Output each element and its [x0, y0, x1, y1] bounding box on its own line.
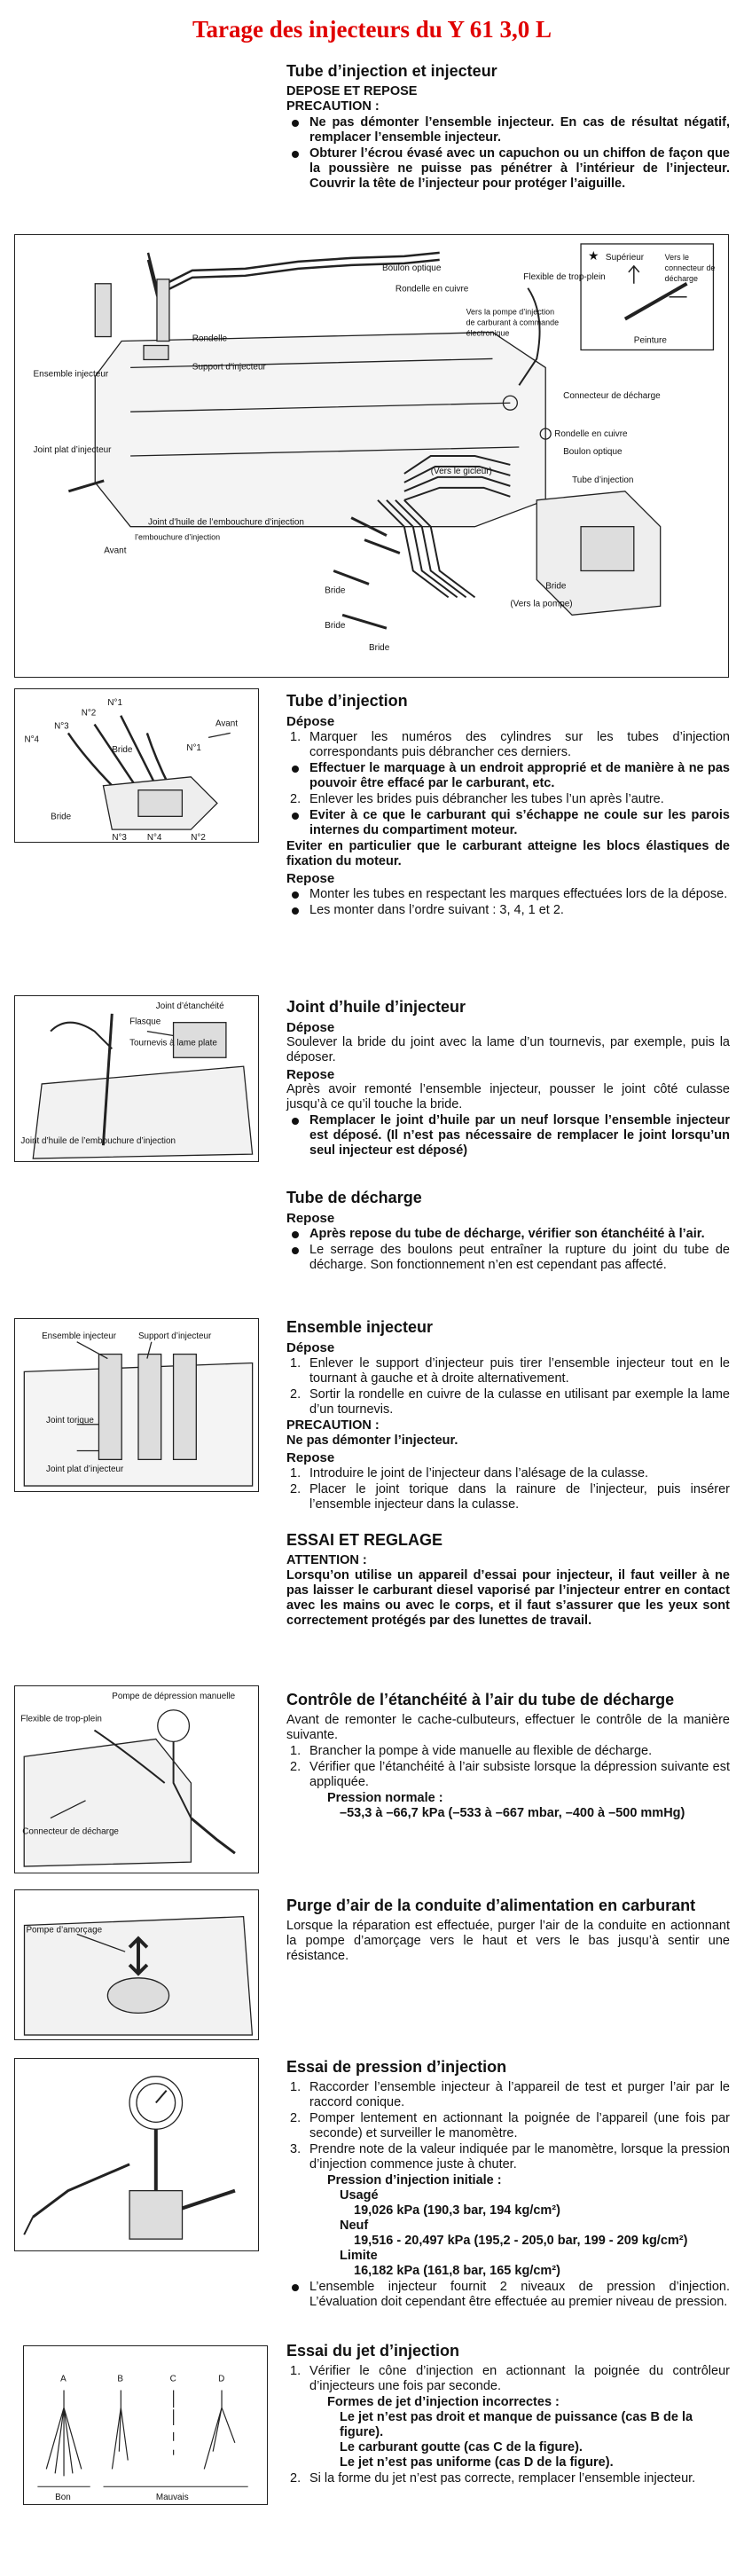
fig-label: Ensemble injecteur [33, 369, 109, 380]
svg-text:Joint d’huile de l’embouchure: Joint d’huile de l’embouchure d’injection [20, 1136, 176, 1147]
fig-label: Rondelle [192, 334, 228, 344]
list-item: 2. Sortir la rondelle en cuivre de la culasse en utilisant par exemple la lame d’un tournevis. [290, 1387, 730, 1417]
svg-text:Pompe d’amorçage: Pompe d’amorçage [26, 1925, 103, 1936]
pressure-value: 19,026 kPa (190,3 bar, 194 kg/cm²) [354, 2203, 560, 2218]
fig-label: Bride [369, 643, 390, 654]
bold-note: Eviter en particulier que le carburant atteigne les blocs élastiques de fixation du moteur. [286, 839, 730, 868]
fig-label: Rondelle en cuivre [554, 429, 628, 440]
attention-label: ATTENTION : [286, 1553, 367, 1567]
list-item: Eviter à ce que le carburant qui s’échappe ne coule sur les parois internes du compartiment moteur. [286, 808, 730, 838]
section-title: Essai du jet d’injection [286, 2342, 460, 2360]
pressure-value: 16,182 kPa (161,8 bar, 165 kg/cm²) [354, 2264, 560, 2278]
fig-label: Boulon optique [381, 263, 442, 273]
list-item: Le serrage des boulons peut entraîner la rupture du joint du tube de décharge. Son fonctionnement n’en est cependant pas affecté. [286, 1243, 730, 1273]
fig-label: Bride [325, 621, 346, 632]
svg-text:D: D [218, 2374, 225, 2384]
figure-injector-tester [14, 2058, 259, 2251]
list-item: Remplacer le joint d’huile par un neuf lorsque l’ensemble injecteur est déposé. (Il n’est pas nécessaire de remplacer le joint lorsqu’un seul injecteur est déposé) [286, 1113, 730, 1158]
fig-label: Joint plat d’injecteur [33, 445, 112, 456]
section-spill-tube [286, 1189, 730, 1274]
list-item: Après repose du tube de décharge, vérifier son étanchéité à l’air. [286, 1227, 730, 1242]
svg-text:Avant: Avant [215, 719, 239, 729]
svg-text:N°2: N°2 [81, 708, 97, 719]
svg-text:Joint torique: Joint torique [46, 1415, 94, 1425]
list-item: 3. Prendre note de la valeur indiquée par le manomètre, lorsque la pression d’injection commence juste à chuter. [290, 2142, 730, 2172]
list-item: Le jet n’est pas droit et manque de puissance (cas B de la figure). [340, 2410, 693, 2439]
precaution-label: PRECAUTION : [286, 99, 380, 114]
list-item: 2. Si la forme du jet n’est pas correcte, remplacer l’ensemble injecteur. [290, 2471, 696, 2486]
section-injection-pressure-test: Essai de pression d’injection 1. Raccorder l’ensemble injecteur à l’appareil de test et purger l’air par le raccord conique. 2. Pomper lentement en actionnant la poignée de l’appareil (une fois par seconde) et surveiller le manomètre. 3. Prendre note de la valeur indiquée par le manomètre, lorsque la pression d’injection commence juste à chuter. Pression d’injection initiale : Usagé 19,026 kPa (190,3 bar, 194 kg/cm²) Neuf 19,516 - 20,497 kPa (195,2 - 205,0 bar, 199 - 209 kg/cm²) Limite 16,182 kPa (161,8 bar, 165 kg/cm²) L’ensemble injecteur fournit 2 niveaux de pression d’injection. L’évaluation doit cependant être effectuée au premier niveau de pression. [286, 2058, 730, 2309]
fig-label: Support d’injecteur [192, 362, 266, 373]
figure-vacuum-pump-test [14, 1685, 259, 1873]
section-injector-assembly: Ensemble injecteur Dépose 1. Enlever le support d’injecteur puis tirer l’ensemble injecteur tout en le tournant à gauche et à droite alternativement. 2. Sortir la rondelle en cuivre de la culasse en utilisant par exemple la lame d’un tournevis. PRECAUTION : Ne pas démonter l’injecteur. Repose 1. Introduire le joint de l’injecteur dans l’alésage de la culasse. 2. Placer le joint torique dans la rainure de l’injecteur, puis insérer l’ensemble injecteur dans la culasse. [286, 1318, 730, 1512]
svg-text:Joint plat d’injecteur: Joint plat d’injecteur [46, 1465, 124, 1475]
list-item: Monter les tubes en respectant les marques effectuées lors de la dépose. [286, 887, 730, 902]
svg-text:Pompe de dépression manuelle: Pompe de dépression manuelle [112, 1691, 236, 1701]
section-injection-tube [286, 692, 730, 919]
section-spray-pattern-test: Essai du jet d’injection 1. Vérifier le cône d’injection en actionnant la poignée du contrôleur d’injecteurs une fois par seconde. Formes de jet d’injection incorrectes : Le jet n’est pas droit et manque de puissance (cas B de la figure). Le carburant goutte (cas C de la figure). Le jet n’est pas uniforme (cas D de la figure). 2. Si la forme du jet n’est pas correcte, remplacer l’ensemble injecteur. [286, 2342, 730, 2486]
section-title: Contrôle de l’étanchéité à l’air du tube de décharge [286, 1691, 675, 1708]
fig-label: Vers le [664, 252, 690, 262]
list-item: 1. Marquer les numéros des cylindres sur les tubes d’injection correspondants puis débrancher ces derniers. [290, 730, 730, 759]
list-item: 1. Introduire le joint de l’injecteur dans l’alésage de la culasse. [290, 1466, 649, 1480]
list-item: Obturer l’écrou évasé avec un capuchon ou un chiffon de façon que la poussière ne puisse pas pénétrer à l’intérieur de l’injecteur. Couvrir la tête de l’injecteur pour protéger l’aiguille. [286, 146, 730, 192]
fig-label: Flexible de trop-plein [523, 271, 606, 282]
list-item: L’ensemble injecteur fournit 2 niveaux de pression d’injection. L’évaluation doit cependant être effectuée au premier niveau de pression. [286, 2280, 730, 2310]
list-item: 1. Enlever le support d’injecteur puis tirer l’ensemble injecteur tout en le tournant à gauche et à droite alternativement. [290, 1356, 730, 1386]
fig-label: Bride [325, 585, 346, 596]
fig-label: Vers la pompe d’injection [466, 307, 555, 317]
section-air-bleeding: Purge d’air de la conduite d’alimentation en carburant Lorsque la réparation est effectuée, purger l’air de la conduite en actionnant la pompe d’amorçage vers le haut et vers le bas jusqu’à sentir une résistance. [286, 1897, 730, 1963]
svg-text:N°1: N°1 [186, 743, 201, 754]
fig-label: Bride [545, 581, 567, 592]
good-label: Bon [55, 2493, 71, 2503]
svg-text:Joint d’étanchéité: Joint d’étanchéité [155, 1001, 224, 1011]
svg-text:A: A [60, 2374, 67, 2384]
section-title: Ensemble injecteur [286, 1318, 434, 1336]
list-item: Effectuer le marquage à un endroit approprié et de manière à ne pas pouvoir être effacé par le carburant, etc. [286, 761, 730, 791]
svg-text:N°4: N°4 [24, 734, 40, 745]
depose-label: Dépose [286, 1020, 335, 1035]
list-item: 1. Brancher la pompe à vide manuelle au flexible de décharge. [290, 1744, 653, 1758]
bad-label: Mauvais [155, 2493, 189, 2503]
list-item: Les monter dans l’ordre suivant : 3, 4, 1 et 2. [286, 903, 730, 918]
precaution-label: PRECAUTION : [286, 1418, 380, 1433]
repose-label: Repose [286, 1450, 335, 1465]
svg-text:N°1: N°1 [107, 697, 122, 708]
fig-label: connecteur de [664, 263, 716, 272]
pressure-label: Pression normale : [327, 1791, 443, 1805]
figure-injector-assembly [14, 1318, 259, 1492]
pressure-value: 19,516 - 20,497 kPa (195,2 - 205,0 bar, 199 - 209 kg/cm²) [354, 2234, 688, 2248]
svg-text:N°4: N°4 [146, 833, 162, 842]
list-item: 2. Vérifier que l’étanchéité à l’air subsiste lorsque la dépression suivante est appliquée. [290, 1760, 730, 1789]
section-title: Essai de pression d’injection [286, 2058, 507, 2076]
section-title: Tube de décharge [286, 1189, 422, 1206]
fig-label: de carburant à commande [466, 318, 560, 327]
fig-label: Avant [104, 546, 127, 556]
svg-text:C: C [169, 2374, 176, 2384]
document-title: Tarage des injecteurs du Y 61 3,0 L [192, 16, 552, 43]
repose-label: Repose [286, 1067, 335, 1082]
svg-text:N°3: N°3 [112, 833, 127, 842]
fig-label: décharge [664, 273, 699, 283]
section-oil-seal: Joint d’huile d’injecteur Dépose Soulever la bride du joint avec la lame d’un tournevis, par exemple, puis la déposer. Repose Après avoir remonté l’ensemble injecteur, pousser le joint côté culasse jusqu’à ce qu’il touche la bride. Remplacer le joint d’huile par un neuf lorsque l’ensemble injecteur est déposé. (Il n’est pas nécessaire de remplacer le joint lorsqu’un seul injecteur est déposé) [286, 998, 730, 1158]
fig-label: Tube d’injection [572, 475, 634, 485]
fig-label: Peinture [633, 335, 667, 346]
section-title: Tube d’injection [286, 692, 408, 710]
figure-priming-pump [14, 1889, 259, 2040]
depose-label: Dépose [286, 1340, 335, 1355]
star-icon: ★ [588, 247, 599, 263]
fig-label: l’embouchure d’injection [135, 532, 221, 542]
svg-text:Support d’injecteur: Support d’injecteur [137, 1331, 212, 1341]
fig-label: Connecteur de décharge [563, 391, 661, 402]
list-item: 1. Vérifier le cône d’injection en actionnant la poignée du contrôleur d’injecteurs une fois par seconde. [290, 2364, 730, 2393]
fig-label: Boulon optique [563, 447, 623, 458]
section-title: Tube d’injection et injecteur [286, 62, 497, 80]
figure-injector-assembly-exploded [14, 234, 729, 678]
list-item: 1. Raccorder l’ensemble injecteur à l’appareil de test et purger l’air par le raccord conique. [290, 2080, 730, 2109]
list-item: Ne pas démonter l’ensemble injecteur. En cas de résultat négatif, remplacer l’ensemble injecteur. [286, 115, 730, 145]
fig-label: Joint d’huile de l’embouchure d’injection [148, 517, 304, 528]
figure-injection-tube-numbers [14, 688, 259, 843]
fig-label: Supérieur [605, 252, 645, 263]
svg-text:N°2: N°2 [191, 833, 206, 842]
section-injection-tube-injector [286, 62, 730, 192]
fig-label: (Vers le gicleur) [430, 466, 492, 476]
svg-text:B: B [117, 2374, 123, 2384]
section-spill-tube-airtightness: Contrôle de l’étanchéité à l’air du tube de décharge Avant de remonter le cache-culbuteurs, effectuer le contrôle de la manière suivante. 1. Brancher la pompe à vide manuelle au flexible de décharge. 2. Vérifier que l’étanchéité à l’air subsiste lorsque la dépression suivante est appliquée. Pression normale : –53,3 à –66,7 kPa (–533 à –667 mbar, –400 à –500 mmHg) [286, 1691, 730, 1820]
svg-text:Flexible de trop-plein: Flexible de trop-plein [20, 1714, 102, 1724]
list-item: Le jet n’est pas uniforme (cas D de la figure). [340, 2455, 614, 2470]
section-test-adjust: ESSAI ET REGLAGE ATTENTION : Lorsqu’on utilise un appareil d’essai pour injecteur, il faut veiller à ne pas laisser le carburant diesel vaporisé par l’injecteur entrer en contact avec les mains ou avec le corps, et il faut s’assurer que les yeux sont correctement protégés par des lunettes de travail. [286, 1531, 730, 1628]
section-title: Joint d’huile d’injecteur [286, 998, 466, 1016]
depose-label: Dépose [286, 714, 335, 729]
svg-text:Connecteur de décharge: Connecteur de décharge [22, 1826, 119, 1837]
list-item: Le carburant goutte (cas C de la figure). [340, 2440, 583, 2454]
svg-text:Flasque: Flasque [129, 1017, 161, 1027]
svg-text:Tournevis à lame plate: Tournevis à lame plate [129, 1038, 217, 1048]
fig-label: Rondelle en cuivre [395, 284, 469, 295]
section-title: ESSAI ET REGLAGE [286, 1531, 443, 1549]
pressure-value: –53,3 à –66,7 kPa (–533 à –667 mbar, –400 à –500 mmHg) [340, 1806, 685, 1820]
list-item: 2. Enlever les brides puis débrancher les tubes l’un après l’autre. [290, 792, 664, 806]
repose-label: Repose [286, 871, 335, 886]
fig-label: (Vers la pompe) [510, 599, 573, 609]
svg-text:Bride: Bride [112, 745, 133, 756]
list-item: 2. Pomper lentement en actionnant la poignée de l’appareil (une fois par seconde) et surveiller le manomètre. [290, 2111, 730, 2140]
list-item: 2. Placer le joint torique dans la rainure de l’injecteur, puis insérer l’ensemble injecteur dans la culasse. [290, 1482, 730, 1512]
figure-oil-seal [14, 995, 259, 1162]
fig-label: électronique [466, 328, 510, 338]
section-subtitle: DEPOSE ET REPOSE [286, 84, 418, 98]
figure-spray-patterns [23, 2345, 268, 2505]
repose-label: Repose [286, 1211, 335, 1226]
svg-text:Bride: Bride [51, 812, 72, 822]
svg-text:N°3: N°3 [54, 721, 69, 732]
svg-text:Ensemble injecteur: Ensemble injecteur [42, 1331, 117, 1341]
section-title: Purge d’air de la conduite d’alimentation en carburant [286, 1897, 696, 1914]
